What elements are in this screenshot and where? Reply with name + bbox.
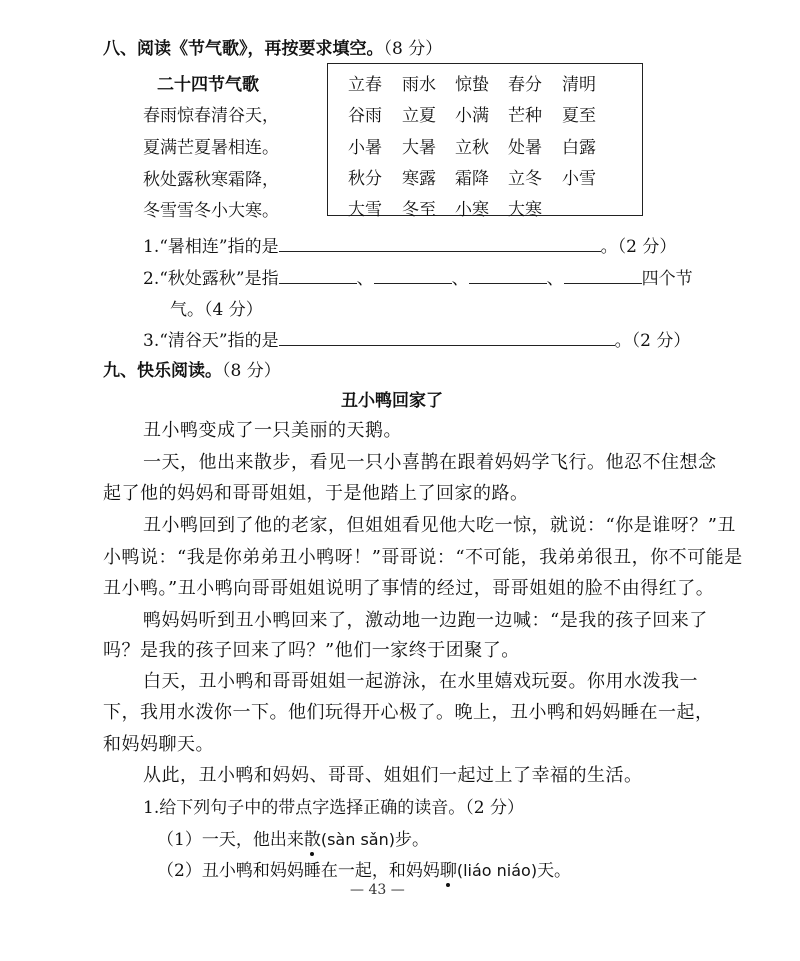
poem-line: 冬雪雪冬小大寒。	[143, 201, 279, 221]
terms-row	[328, 133, 642, 163]
story-line: 丑小鸭回到了他的老家，但姐姐看见他大吃一惊，就说：“你是谁呀？”丑	[143, 515, 736, 536]
solar-term: 谷雨	[348, 106, 382, 126]
answer-blank[interactable]	[279, 268, 357, 284]
story-line: 白天，丑小鸭和哥哥姐姐一起游泳，在水里嬉戏玩耍。你用水泼我一	[143, 671, 698, 692]
solar-term: 冬至	[402, 200, 436, 220]
story-line: 丑小鸭。”丑小鸭向哥哥姐姐说明了事情的经过，哥哥姐姐的脸不由得红了。	[103, 578, 715, 599]
solar-terms-table	[327, 63, 643, 220]
story-line: 从此，丑小鸭和妈妈、哥哥、姐姐们一起过上了幸福的生活。	[143, 765, 643, 786]
solar-term: 惊蛰	[455, 75, 489, 95]
question-8-3: 3.“清谷天”指的是 。（2 分）	[143, 331, 691, 351]
poem-line: 秋处露秋寒霜降，	[143, 170, 279, 190]
answer-blank[interactable]	[279, 330, 615, 346]
terms-row	[328, 164, 642, 194]
story-line: 鸭妈妈听到丑小鸭回来了，激动地一边跑一边喊：“是我的孩子回来了	[143, 610, 708, 631]
section-9-heading: 九、快乐阅读。（8 分）	[103, 361, 281, 381]
solar-term: 白露	[562, 138, 596, 158]
solar-term: 春分	[508, 75, 542, 95]
story-line: 小鸭说：“我是你弟弟丑小鸭呀！”哥哥说：“不可能，我弟弟很丑，你不可能是	[103, 547, 743, 568]
story-line: 一天，他出来散步，看见一只小喜鹊在跟着妈妈学飞行。他忍不住想念	[143, 452, 717, 473]
solar-term: 寒露	[402, 169, 436, 189]
story-line: 起了他的妈妈和哥哥姐姐，于是他踏上了回家的路。	[103, 483, 529, 504]
answer-blank[interactable]	[469, 268, 547, 284]
dotted-char: 散	[303, 830, 321, 850]
solar-term: 小暑	[348, 138, 382, 158]
story-line: 和妈妈聊天。	[103, 734, 214, 755]
solar-term: 大寒	[508, 200, 542, 220]
solar-term: 大雪	[348, 200, 382, 220]
story-line: 吗？是我的孩子回来了吗？”他们一家终于团聚了。	[103, 640, 520, 661]
question-9-1: 1.给下列句子中的带点字选择正确的读音。（2 分）	[143, 798, 524, 818]
poem-line: 夏满芒夏暑相连。	[143, 138, 279, 158]
terms-row	[328, 101, 642, 131]
story-line: 下，我用水泼你一下。他们玩得开心极了。晚上，丑小鸭和妈妈睡在一起，	[103, 702, 714, 723]
solar-term: 处暑	[508, 138, 542, 158]
solar-term: 霜降	[455, 169, 489, 189]
solar-term: 秋分	[348, 169, 382, 189]
question-9-1-sentence-2: （2）丑小鸭和妈妈睡在一起，和妈妈聊(liáo niáo)天。	[157, 861, 572, 881]
question-8-2: 2.“秋处露秋”是指 、 、 、 四个节	[143, 269, 693, 289]
answer-blank[interactable]	[279, 236, 601, 252]
story-line: 丑小鸭变成了一只美丽的天鹅。	[143, 420, 402, 441]
solar-term: 夏至	[562, 106, 596, 126]
terms-row	[328, 195, 642, 225]
solar-term: 雨水	[402, 75, 436, 95]
section-8-heading: 八、阅读《节气歌》，再按要求填空。（8 分）	[103, 39, 443, 59]
pinyin-options[interactable]: (liáo niáo)	[456, 861, 538, 880]
poem-line: 春雨惊春清谷天，	[143, 106, 279, 126]
terms-row	[328, 70, 642, 100]
answer-blank[interactable]	[564, 268, 642, 284]
pinyin-options[interactable]: (sàn sǎn)	[320, 830, 395, 849]
solar-term: 芒种	[508, 106, 542, 126]
answer-blank[interactable]	[374, 268, 452, 284]
story-title: 丑小鸭回家了	[341, 391, 443, 411]
solar-term: 小寒	[455, 200, 489, 220]
solar-term: 立秋	[455, 138, 489, 158]
solar-term: 立夏	[402, 106, 436, 126]
solar-term: 小雪	[562, 169, 596, 189]
solar-term: 大暑	[402, 138, 436, 158]
solar-term: 清明	[562, 75, 596, 95]
question-8-2-cont: 气。（4 分）	[170, 300, 263, 320]
solar-term: 立春	[348, 75, 382, 95]
solar-term: 立冬	[508, 169, 542, 189]
page-number: — 43 —	[350, 882, 405, 898]
question-9-1-sentence-1: （1）一天，他出来散(sàn sǎn)步。	[157, 830, 429, 850]
dotted-char: 聊	[439, 861, 457, 881]
poem-title: 二十四节气歌	[157, 75, 259, 95]
solar-term: 小满	[455, 106, 489, 126]
question-8-1: 1.“暑相连”指的是 。（2 分）	[143, 237, 677, 257]
